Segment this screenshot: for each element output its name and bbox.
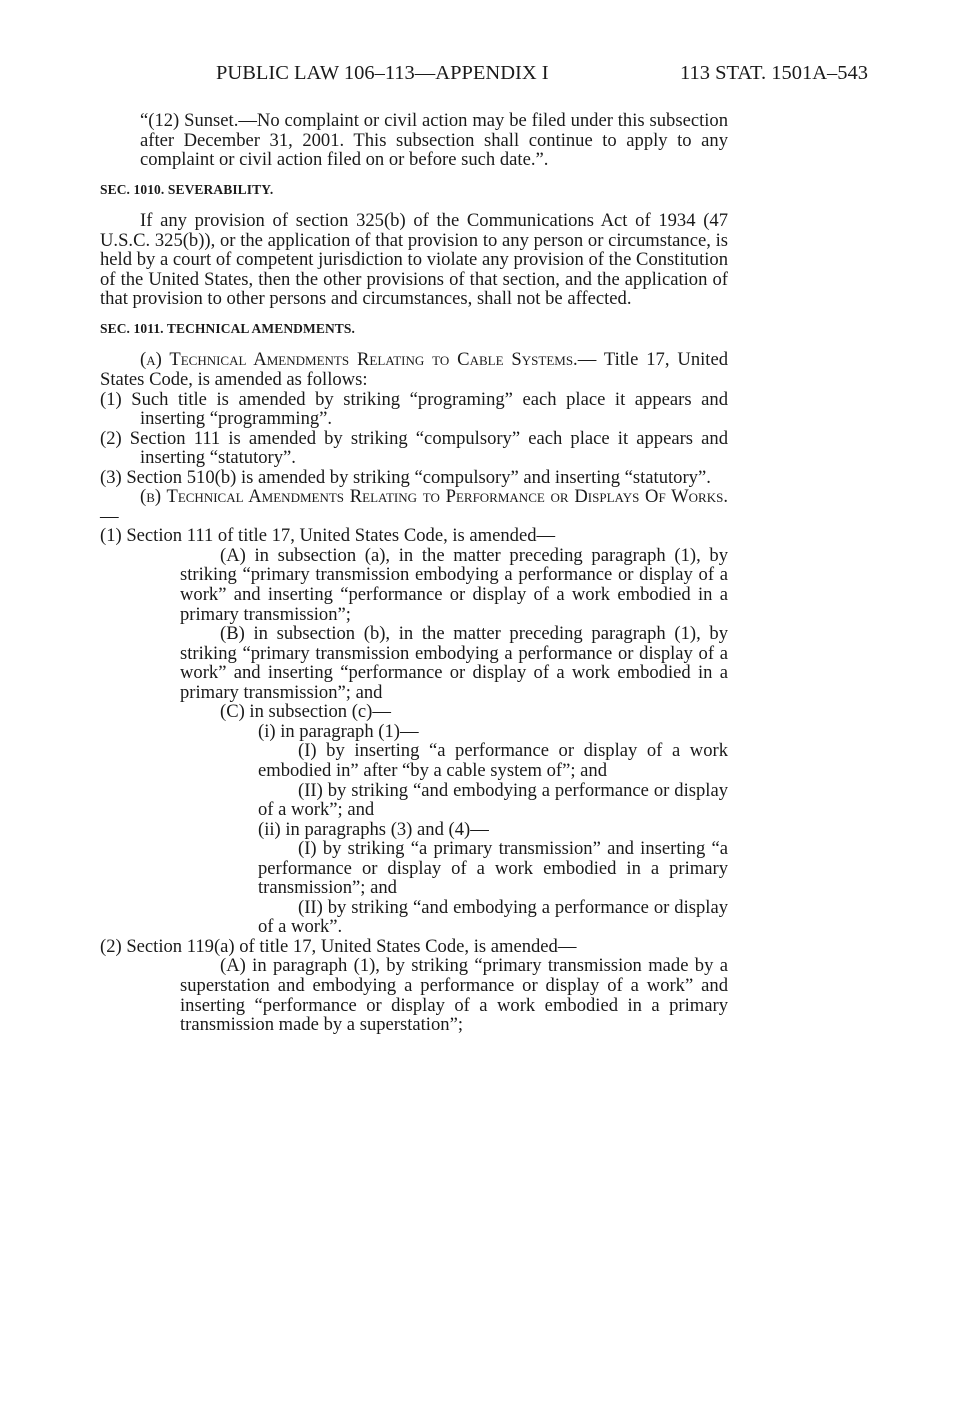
- subsection-a: [100, 350, 728, 389]
- subsection-a-heading: (a) Technical Amendments Relating to Cable Systems.—: [140, 349, 597, 371]
- paragraph-b2A: (A) in paragraph (1), by striking “primary transmission made by a superstation and embodying a performance or display of a work” and inserting “performance or display of a work embodied in a primary transmission made by a superstation”;: [180, 955, 728, 1036]
- paragraph-a2: (2) Section 111 is amended by striking “compulsory” each place it appears and inserting “statutory”.: [100, 427, 728, 469]
- document-body: [100, 111, 728, 1035]
- paragraph-severability: If any provision of section 325(b) of the Communications Act of 1934 (47 U.S.C. 325(b)), or the application of that provision to any person or circumstance, is held by a court of competent jurisdiction to violate any provision of the Constitution of the United States, then the other provisions of that section, and the application of that provision to other persons and circumstances, shall not be affected.: [100, 210, 728, 310]
- section-heading-1010: SEC. 1010. SEVERABILITY.: [100, 181, 274, 197]
- paragraph-b2: (2) Section 119(a) of title 17, United States Code, is amended—: [100, 935, 577, 957]
- paragraph-b1CiI: (I) by inserting “a performance or display of a work embodied in” after “by a cable system of”; and: [258, 740, 728, 781]
- paragraph-b1B: (B) in subsection (b), in the matter preceding paragraph (1), by striking “primary transmission embodying a performance or display of a work” and inserting “performance or display of a work embodied in a primary transmission”; and: [180, 623, 728, 703]
- paragraph-sunset: “(12) Sunset.—No complaint or civil action may be filed under this subsection after December 31, 2001. This subsection shall continue to apply to any complaint or civil action filed on or before such date.”.: [140, 110, 728, 171]
- paragraph-b1A: (A) in subsection (a), in the matter preceding paragraph (1), by striking “primary transmission embodying a performance or display of a work” and inserting “performance or display of a work embodied in a primary transmission”;: [180, 544, 728, 625]
- paragraph-a3: (3) Section 510(b) is amended by striking “compulsory” and inserting “statutory”.: [100, 466, 711, 488]
- header-title: PUBLIC LAW 106–113—APPENDIX I: [216, 62, 549, 84]
- paragraph-b1C: (C) in subsection (c)—: [220, 701, 391, 723]
- subsection-a-text: Title 17, United States Code, is amended as follows:: [100, 349, 728, 391]
- paragraph-a1: (1) Such title is amended by striking “programing” each place it appears and inserting “programming”.: [100, 388, 728, 430]
- paragraph-b1CiiII: (II) by striking “and embodying a performance or display of a work”.: [258, 896, 728, 938]
- section-heading-1011: SEC. 1011. TECHNICAL AMENDMENTS.: [100, 320, 355, 336]
- paragraph-b1Ci: (i) in paragraph (1)—: [258, 720, 419, 742]
- paragraph-b1CiII: (II) by striking “and embodying a performance or display of a work”; and: [258, 779, 728, 821]
- paragraph-b1CiiI: (I) by striking “a primary transmission” and inserting “a performance or display of a work embodied in a primary transmission”; and: [258, 838, 728, 899]
- subsection-b-heading: (b) Technical Amendments Relating to Performance or Displays Of Works.—: [100, 486, 728, 527]
- paragraph-b1Cii: (ii) in paragraphs (3) and (4)—: [258, 818, 489, 840]
- header-page-number: 113 STAT. 1501A–543: [680, 62, 868, 84]
- paragraph-b1: (1) Section 111 of title 17, United States Code, is amended—: [100, 525, 556, 547]
